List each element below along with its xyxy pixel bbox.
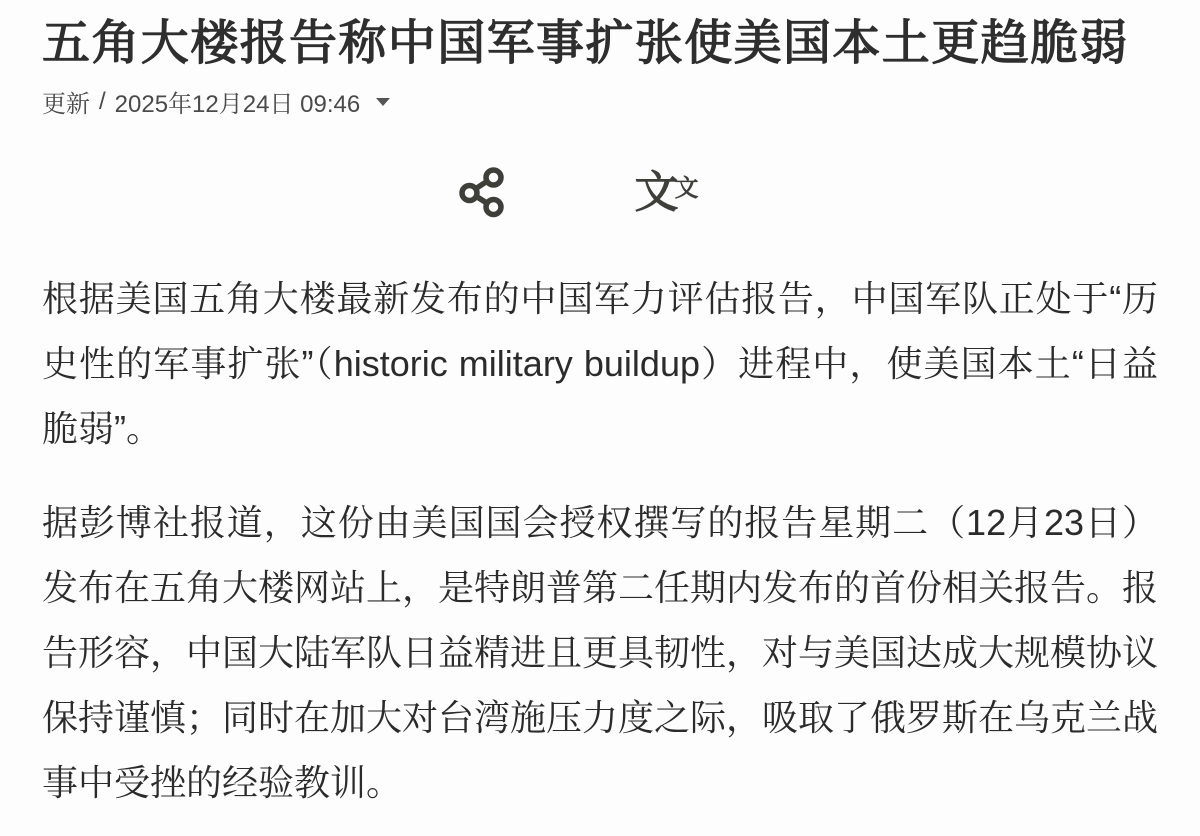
simplified-traditional-toggle-button[interactable] — [634, 168, 699, 217]
article-body — [42, 267, 1158, 815]
article-page — [0, 14, 1200, 836]
article-title: 五角大楼报告称中国军事扩张使美国本土更趋脆弱 — [42, 17, 1129, 70]
meta-separator: / — [99, 87, 106, 115]
article-meta — [42, 84, 1158, 119]
convert-small-glyph: 文 — [674, 175, 699, 202]
convert-main-glyph: 文 — [634, 168, 679, 217]
simplified-traditional-icon — [634, 168, 699, 217]
share-button[interactable] — [458, 166, 505, 221]
article-paragraph: 据彭博社报道，这份由美国国会授权撰写的报告星期二（12月23日）发布在五角大楼网站上，是特朗普第二任期内发布的首份相关报告。报告形容，中国大陆军队日益精进且更具韧性，对与美国达成大规模协议保持谨慎；同时在加大对台湾施压力度之际，吸取了俄罗斯在乌克兰战事中受挫的经验教训。 — [42, 502, 1159, 803]
article-datetime: 2025年12月24日 09:46 — [114, 91, 361, 118]
share-icon — [458, 166, 505, 221]
article-paragraph: 根据美国五角大楼最新发布的中国军力评估报告，中国军队正处于“历史性的军事扩张”（historic military buildup）进程中，使美国本土“日益脆弱”。 — [42, 278, 1158, 449]
chevron-down-icon — [376, 98, 390, 106]
article-action-row — [20, 165, 1136, 221]
updated-label: 更新 — [42, 91, 90, 118]
update-history-toggle[interactable] — [376, 98, 390, 106]
